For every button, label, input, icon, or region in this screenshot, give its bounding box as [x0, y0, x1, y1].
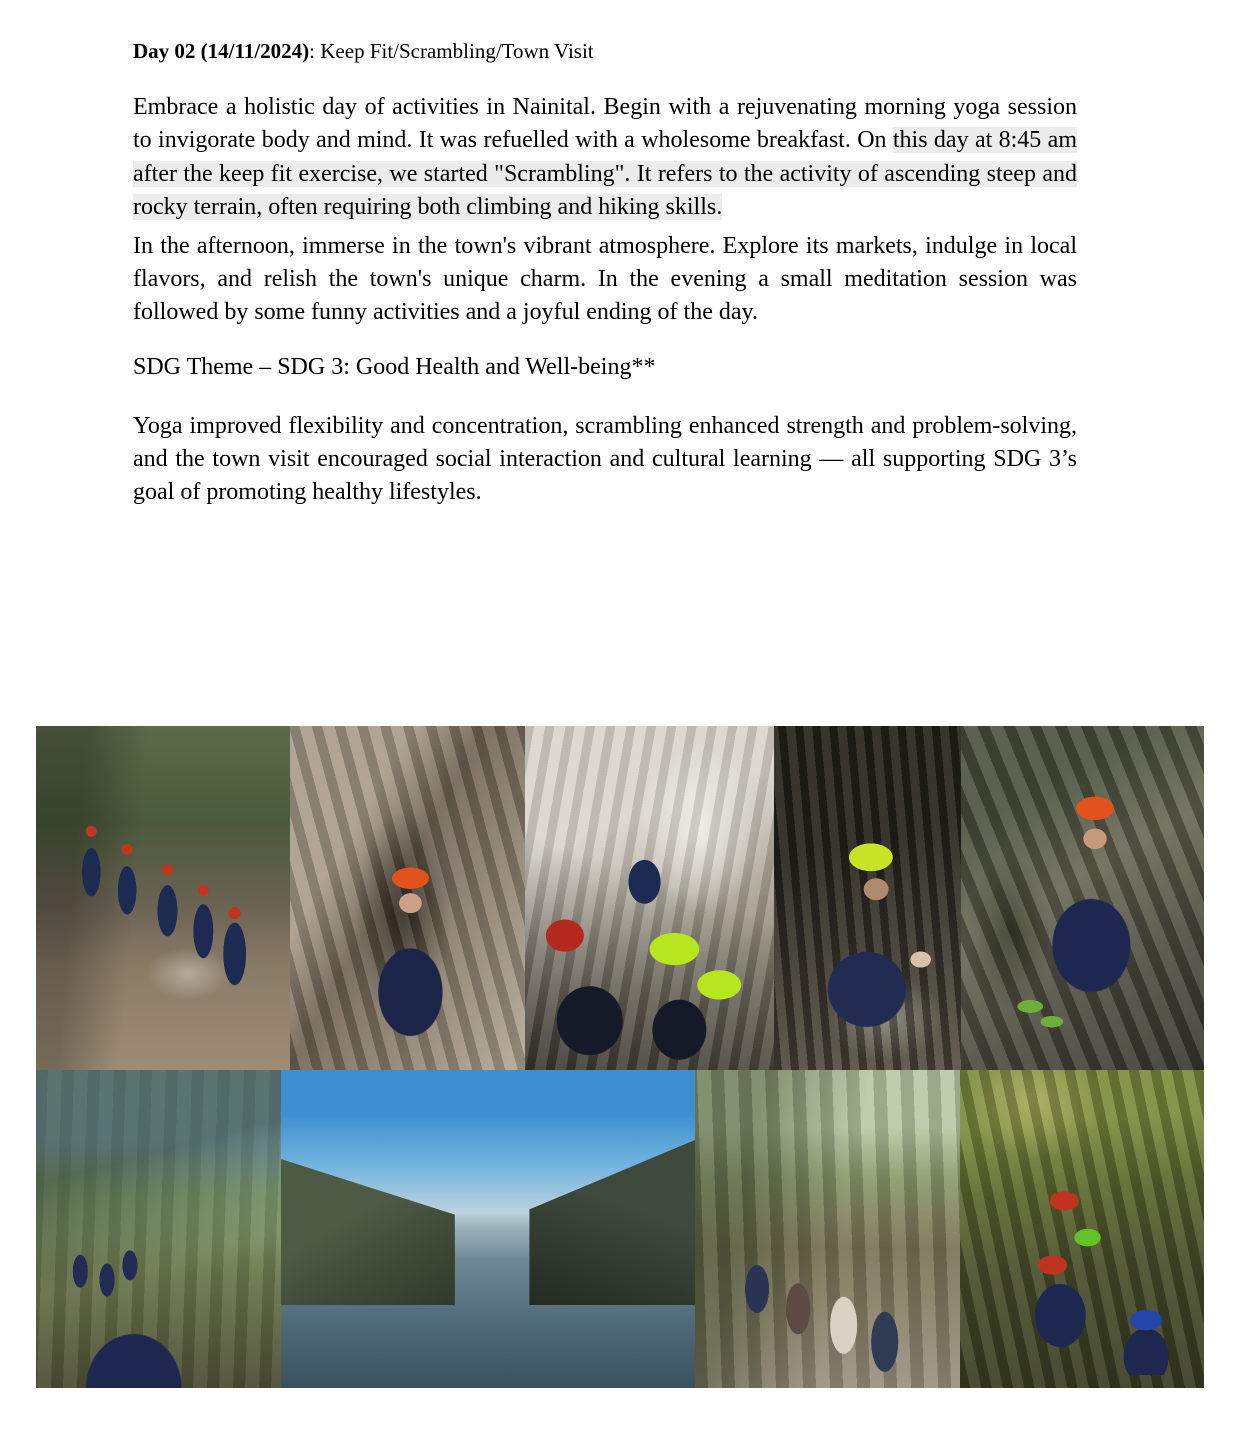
paragraph-afternoon-town: In the afternoon, immerse in the town's vibrant atmosphere. Explore its markets, indulge in local flavors, and relish the town's unique charm. In the evening a small meditation session was followed by some funny activities and a joyful ending of the day. — [133, 232, 1077, 325]
photo-row-top — [36, 726, 1204, 1070]
photo-naini-lake-panorama — [281, 1070, 695, 1388]
photo-students-helmets-green-forest-slope — [960, 1070, 1204, 1388]
page-title-subject: : Keep Fit/Scrambling/Town Visit — [309, 39, 594, 63]
paragraph-text-highlighted: this day at 8:45 am after the keep fit exercise, we started "Scrambling". It refers to the activity of ascending steep and rocky terrain, often requiring both climbing and hiking skills. — [133, 127, 1077, 220]
photo-climbers-green-helmets-white-rock — [525, 726, 774, 1070]
document-body — [133, 38, 1077, 516]
photo-row-bottom — [36, 1070, 1204, 1388]
photo-hillside-trek-vkv-jacket — [36, 1070, 281, 1388]
paragraph-activities-overview — [133, 91, 1077, 223]
page-title-date: Day 02 (14/11/2024) — [133, 39, 310, 63]
photo-boy-orange-helmet-descending-rock — [961, 726, 1204, 1070]
photo-town-visit-crowd-path — [695, 1070, 960, 1388]
sdg-theme-line: SDG Theme – SDG 3: Good Health and Well-being** — [133, 354, 656, 381]
page-title — [133, 38, 1077, 65]
photo-boy-green-helmet-dark-cave — [774, 726, 961, 1070]
photo-collage — [36, 726, 1204, 1388]
photo-girl-orange-helmet-rock-crevice — [290, 726, 525, 1070]
paragraph-sdg-reflection: Yoga improved flexibility and concentration, scrambling enhanced strength and problem-solving, and the town visit encouraged social interaction and cultural learning — all supporting SDG 3’s goal of promoting healthy lifestyles. — [133, 413, 1077, 506]
photo-group-walking-forest-path — [36, 726, 290, 1070]
paragraph-text-plain: Embrace a holistic day of activities in Nainital. Begin with a rejuvenating morning yoga session to invigorate body and mind. It was refuelled with a wholesome breakfast. On — [133, 94, 1077, 154]
